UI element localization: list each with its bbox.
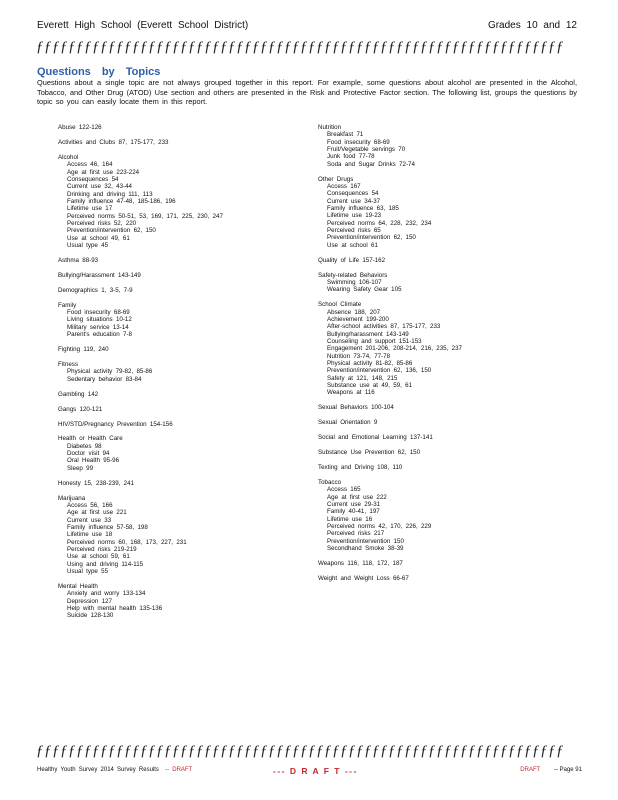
page-footer — [37, 766, 582, 778]
intro-paragraph: Questions about a single topic are not always grouped together in this report. For example, some questions about alcohol are presented in the Alcohol, Tobacco, and Other Drug (ATOD) Use section and others are presented in the Risk and Protective Factor section. The following list, groups the questions by topic so you can easily locate them in this report. — [37, 78, 577, 107]
subtopic-entry: Perceived norms 60, 168, 173, 227, 231 — [67, 538, 187, 546]
subtopic-entry: Absence 188, 207 — [327, 308, 381, 316]
topic-entry — [318, 434, 578, 441]
subtopic-entry: Nutrition 73-74, 77-78 — [327, 352, 391, 360]
topic-entry — [318, 449, 578, 456]
subtopic-entry: Current use 32, 43-44 — [67, 183, 132, 191]
topic-title: Fitness — [58, 361, 78, 368]
topic-entry — [58, 302, 298, 339]
subtopic-entry: Perceived norms 42, 170, 226, 229 — [327, 523, 432, 531]
topic-title: School Climate — [318, 301, 362, 309]
topic-title: Gangs 120-121 — [58, 405, 103, 413]
topic-entry — [318, 479, 578, 552]
subtopic-entry: Age at first use 221 — [67, 509, 127, 517]
subtopic-entry: Current use 29-31 — [327, 501, 381, 509]
topic-entry — [58, 124, 298, 131]
subtopic-entry: Breakfast 71 — [327, 131, 364, 139]
topic-entry — [58, 257, 298, 264]
page-header — [37, 20, 577, 34]
subtopic-entry: Use at school 59, 61 — [67, 553, 130, 561]
topic-entry — [58, 272, 298, 279]
subtopic-entry: Access 56, 166 — [67, 502, 113, 510]
subtopic-entry: Perceived risks 52, 220 — [67, 219, 137, 227]
topic-title: Alcohol — [58, 153, 79, 161]
subtopic-entry: Perceived risks 219-219 — [67, 546, 137, 554]
footer-right — [520, 767, 582, 773]
topic-title: Social and Emotional Learning 137-141 — [318, 434, 433, 442]
decorative-rule-top: ƒƒƒƒƒƒƒƒƒƒƒƒƒƒƒƒƒƒƒƒƒƒƒƒƒƒƒƒƒƒƒƒƒƒƒƒƒƒƒƒƒƒƒƒƒƒƒƒƒƒƒƒƒƒƒƒƒƒƒƒƒƒƒƒƒƒ — [36, 39, 564, 55]
topic-entry — [318, 419, 578, 426]
topic-entry — [318, 124, 578, 168]
subtopic-entry: Fruit/Vegetable servings 70 — [327, 146, 406, 154]
subtopic-entry: Family 40-41, 197 — [327, 508, 380, 516]
subtopic-entry: Substance use at 49, 59, 61 — [327, 382, 413, 390]
subtopic-entry: Diabetes 98 — [67, 442, 102, 450]
subtopic-entry: Prevention/intervention 62, 136, 150 — [327, 367, 432, 375]
subtopic-entry: Usual type 55 — [67, 568, 109, 576]
subtopic-entry: Family influence 57-58, 198 — [67, 524, 148, 532]
topic-entry — [58, 421, 298, 428]
subtopic-entry: Parent's education 7-8 — [67, 331, 132, 339]
subtopic-entry: Living situations 10-12 — [67, 316, 132, 324]
subtopic-entry: Soda and Sugar Drinks 72-74 — [327, 160, 415, 168]
subtopic-entry: Prevention/intervention 62, 150 — [67, 227, 156, 235]
subtopic-entry: Sleep 99 — [67, 464, 94, 472]
topic-entry — [318, 464, 578, 471]
topic-title: Substance Use Prevention 62, 150 — [318, 449, 421, 457]
topic-entry — [58, 406, 298, 413]
subtopic-entry: Prevention/intervention 62, 150 — [327, 234, 416, 242]
subtopic-entry: Current use 34-37 — [327, 197, 381, 205]
subtopic-entry: Military service 13-14 — [67, 323, 129, 331]
topic-entry — [58, 583, 298, 620]
topic-title: Family — [58, 301, 77, 309]
subtopic-entry: Drinking and driving 111, 113 — [67, 190, 153, 198]
subtopic-entry: Prevention/intervention 150 — [327, 537, 404, 545]
subtopic-entry: Depression 127 — [67, 597, 112, 605]
subtopic-entry: Sedentary behavior 83-84 — [67, 375, 142, 383]
topic-title: Weight and Weight Loss 66-67 — [318, 574, 409, 582]
topic-entry — [318, 301, 578, 396]
subtopic-entry: Lifetime use 16 — [327, 515, 373, 523]
subtopic-entry: Age at first use 222 — [327, 493, 387, 501]
subtopic-entry: Family influence 63, 185 — [327, 205, 399, 213]
topic-entry — [318, 176, 578, 249]
subtopic-entry: Using and driving 114-115 — [67, 560, 144, 568]
section-title: Questions by Topics — [37, 66, 161, 78]
topic-title: Activities and Clubs 87, 175-177, 233 — [58, 138, 169, 146]
decorative-rule-bottom: ƒƒƒƒƒƒƒƒƒƒƒƒƒƒƒƒƒƒƒƒƒƒƒƒƒƒƒƒƒƒƒƒƒƒƒƒƒƒƒƒƒƒƒƒƒƒƒƒƒƒƒƒƒƒƒƒƒƒƒƒƒƒƒƒƒƒ — [36, 743, 564, 759]
subtopic-entry: Oral Health 95-96 — [67, 457, 120, 465]
topic-title: Mental Health — [58, 583, 98, 591]
footer-left-draft: -- DRAFT — [165, 767, 193, 773]
topic-entry — [58, 287, 298, 294]
footer-left — [37, 767, 192, 773]
subtopic-entry: Physical activity 81-82, 85-86 — [327, 360, 413, 367]
subtopic-entry: Lifetime use 17 — [67, 205, 113, 213]
subtopic-entry: Food insecurity 68-69 — [327, 138, 390, 146]
subtopic-entry: Usual type 45 — [67, 242, 109, 249]
subtopic-entry: Physical activity 79-82, 85-86 — [67, 368, 153, 376]
topic-title: Sexual Behaviors 100-104 — [318, 404, 394, 412]
topic-title: Marijuana — [58, 494, 86, 502]
topic-entry — [58, 154, 298, 249]
topic-entry — [318, 560, 578, 567]
topic-title: Abuse 122-126 — [58, 124, 102, 131]
footer-draft-banner: --- D R A F T --- — [273, 766, 358, 776]
subtopic-entry: Counseling and support 151-153 — [327, 337, 422, 345]
topic-title: Fighting 119, 240 — [58, 346, 109, 354]
subtopic-entry: Access 165 — [327, 486, 361, 494]
topic-title: Safety-related Behaviors — [318, 271, 388, 279]
topic-title: Quality of Life 157-162 — [318, 256, 386, 264]
subtopic-entry: Access 46, 164 — [67, 161, 113, 169]
subtopic-entry: Food insecurity 68-69 — [67, 309, 130, 317]
topic-title: Sexual Orientation 9 — [318, 419, 378, 427]
subtopic-entry: Current use 33 — [67, 516, 112, 524]
topic-title: Other Drugs — [318, 175, 354, 183]
topic-title: HIV/STD/Pregnancy Prevention 154-156 — [58, 420, 173, 428]
subtopic-entry: Achievement 199-200 — [327, 315, 389, 323]
subtopic-entry: Wearing Safety Gear 105 — [327, 286, 402, 294]
topic-title: Tobacco — [318, 479, 342, 486]
topic-entry — [58, 361, 298, 383]
topic-title: Gambling 142 — [58, 390, 99, 398]
topic-title: Nutrition — [318, 124, 342, 131]
subtopic-entry: Use at school 61 — [327, 241, 378, 249]
topics-right-column — [318, 124, 578, 582]
topic-entry — [58, 391, 298, 398]
topic-entry — [58, 435, 298, 472]
grades-label: Grades 10 and 12 — [487, 20, 577, 31]
subtopic-entry: Age at first use 223-224 — [67, 168, 140, 176]
topic-entry — [58, 480, 298, 487]
topic-title: Demographics 1, 3-5, 7-9 — [58, 286, 133, 294]
subtopic-entry: Engagement 201-206, 208-214, 216, 235, 237 — [327, 345, 462, 353]
subtopic-entry: Perceived norms 50-51, 53, 169, 171, 225, 230, 247 — [67, 212, 223, 220]
subtopic-entry: Lifetime use 19-23 — [327, 212, 382, 220]
subtopic-entry: After-school activities 87, 175-177, 233 — [327, 323, 441, 331]
topic-entry — [318, 404, 578, 411]
topic-entry — [318, 575, 578, 582]
subtopic-entry: Perceived norms 64, 228, 232, 234 — [327, 219, 432, 227]
subtopic-entry: Bullying/harassment 143-149 — [327, 330, 409, 338]
footer-page-number: -- Page 91 — [553, 767, 582, 773]
topic-title: Texting and Driving 108, 110 — [318, 464, 403, 472]
subtopic-entry: Perceived risks 65 — [327, 227, 381, 235]
subtopic-entry: Suicide 128-130 — [67, 612, 114, 620]
subtopic-entry: Weapons at 116 — [327, 389, 375, 397]
subtopic-entry: Secondhand Smoke 38-39 — [327, 545, 404, 553]
subtopic-entry: Consequences 54 — [67, 175, 119, 183]
topic-entry — [58, 495, 298, 576]
subtopic-entry: Consequences 54 — [327, 190, 379, 198]
school-name: Everett High School (Everett School District) — [37, 20, 249, 31]
subtopic-entry: Access 167 — [327, 183, 361, 190]
subtopic-entry: Junk food 77-78 — [327, 153, 375, 161]
topics-left-column — [58, 124, 298, 620]
subtopic-entry: Perceived risks 217 — [327, 530, 385, 538]
topic-entry — [58, 346, 298, 353]
subtopic-entry: Safety at 121, 148, 215 — [327, 374, 398, 382]
topic-entry — [318, 257, 578, 264]
subtopic-entry: Family influence 47-48, 185-186, 196 — [67, 197, 176, 205]
topic-title: Bullying/Harassment 143-149 — [58, 271, 141, 279]
subtopic-entry: Lifetime use 18 — [67, 531, 113, 539]
subtopic-entry: Use at school 49, 61 — [67, 234, 130, 242]
footer-survey-title: Healthy Youth Survey 2014 Survey Results — [37, 767, 159, 773]
subtopic-entry: Swimming 106-107 — [327, 278, 382, 286]
subtopic-entry: Doctor visit 94 — [67, 450, 110, 458]
subtopic-entry: Anxiety and worry 133-134 — [67, 590, 146, 598]
topic-title: Weapons 116, 118, 172, 187 — [318, 560, 403, 568]
footer-right-draft: DRAFT — [520, 767, 541, 773]
topic-title: Health or Health Care — [58, 435, 123, 443]
topic-title: Honesty 15, 238-239, 241 — [58, 479, 135, 487]
topic-entry — [318, 272, 578, 294]
subtopic-entry: Help with mental health 135-136 — [67, 605, 163, 613]
topic-entry — [58, 139, 298, 146]
topic-title: Asthma 88-93 — [58, 256, 99, 264]
